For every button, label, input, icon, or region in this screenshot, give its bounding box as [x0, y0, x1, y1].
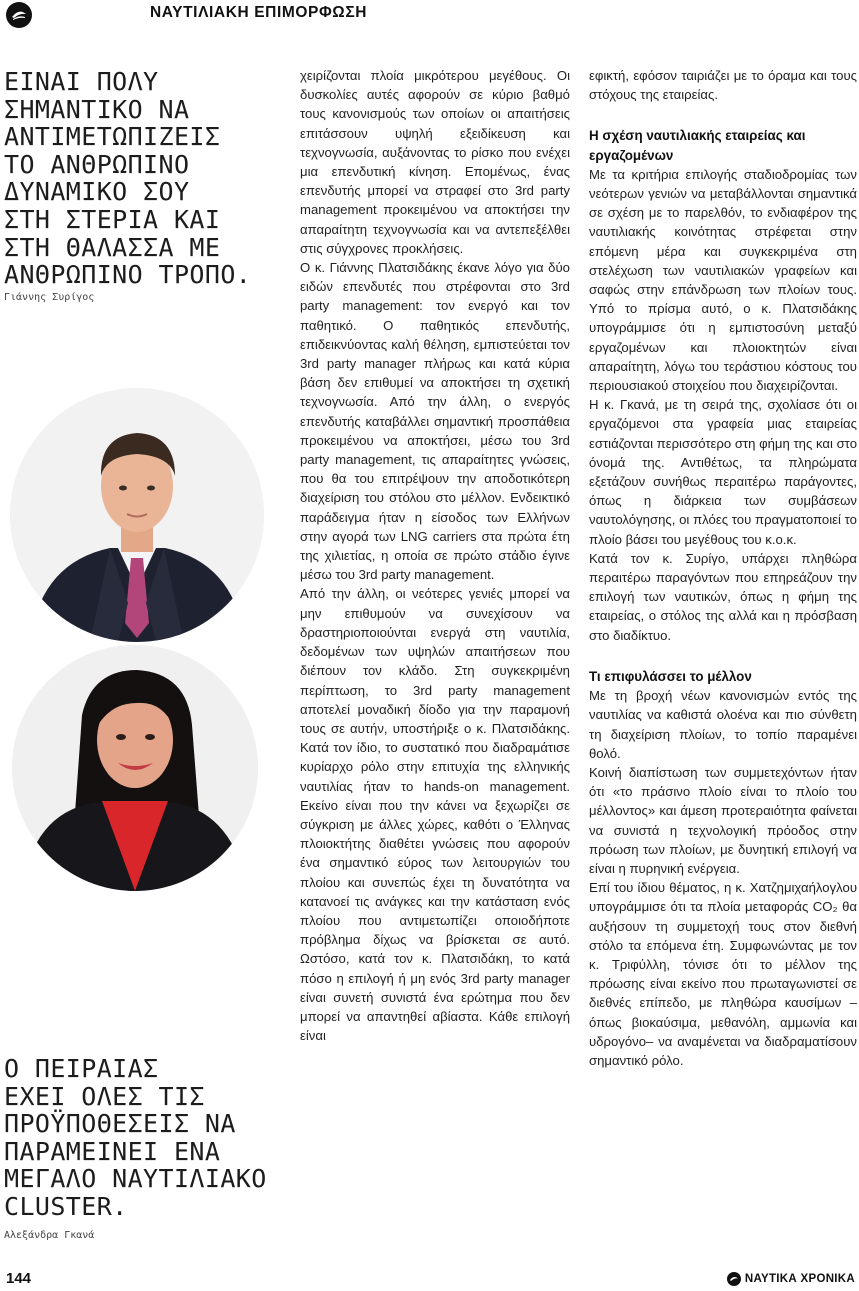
publication-name: ΝΑΥΤΙΚΑ ΧΡΟΝΙΚΑ — [744, 1273, 855, 1285]
quote-line: ΕΧΕΙ ΟΛΕΣ ΤΙΣ — [4, 1081, 205, 1111]
quote-2-author: Αλεξάνδρα Γκανά — [4, 1230, 95, 1241]
body-paragraph: εφικτή, εφόσον ταιριάζει με το όραμα και τους στόχους της εταιρείας. — [589, 68, 857, 103]
publication-logo-icon — [727, 1272, 741, 1286]
quote-line: ΔΥΝΑΜΙΚΟ ΣΟΥ — [4, 177, 190, 207]
page-number: 144 — [6, 1270, 32, 1287]
quote-line: ΤΟ ΑΝΘΡΩΠΙΝΟ — [4, 149, 190, 179]
quote-line: CLUSTER. — [4, 1191, 128, 1221]
portrait-man — [10, 388, 264, 642]
quote-line: ΣΤΗ ΣΤΕΡΙΑ ΚΑΙ — [4, 204, 221, 234]
magazine-logo-icon — [6, 2, 32, 28]
quote-line: Ο ΠΕΙΡΑΙΑΣ — [4, 1054, 159, 1083]
body-paragraph: Με τη βροχή νέων κανονισμών εντός της ναυτιλίας να καθιστά ολοένα και πιο σύνθετη τη διαχείριση πλοίων, το τοπίο παραμένει θολό. — [589, 688, 857, 761]
article-column-right — [589, 66, 857, 1070]
article-column-middle — [300, 66, 570, 1045]
body-paragraph: Κοινή διαπίστωση των συμμετεχόντων ήταν ότι «το πράσινο πλοίο είναι το πλοίο του μέλλοντος» και άμεση προτεραιότητα φαίνεται να συνιστά η τεχνολογική πρόοδος στην πρόωση των πλοίων, με δυνητική επιλογή να είναι η πυρηνική ενέργεια. — [589, 764, 857, 876]
pull-quote-2 — [4, 1055, 267, 1221]
quote-line: ΠΡΟΫΠΟΘΕΣΕΙΣ ΝΑ — [4, 1109, 236, 1139]
quote-line: ΠΑΡΑΜΕΙΝΕΙ ΕΝΑ — [4, 1136, 221, 1166]
pull-quote-1 — [4, 68, 251, 289]
quote-line: ΣΤΗ ΘΑΛΑΣΣΑ ΜΕ — [4, 232, 221, 262]
publication-logo — [727, 1272, 855, 1286]
quote-line: ΣΗΜΑΝΤΙΚΟ ΝΑ — [4, 94, 190, 124]
quote-line: ΜΕΓΑΛΟ ΝΑΥΤΙΛΙΑΚΟ — [4, 1164, 267, 1194]
quote-1-author: Γιάννης Συρίγος — [4, 292, 95, 303]
quote-line: ΑΝΘΡΩΠΙΝΟ ΤΡΟΠΟ. — [4, 260, 252, 290]
subheading-employees: Η σχέση ναυτιλιακής εταιρείας και εργαζομένων — [589, 128, 806, 163]
section-title: ΝΑΥΤΙΛΙΑΚΗ ΕΠΙΜΟΡΦΩΣΗ — [150, 4, 368, 21]
body-paragraph: Από την άλλη, οι νεότερες γενιές μπορεί να μην επιθυμούν να συνεχίσουν να δραστηριοποιούνται ενεργά στη ναυτιλία, δεδομένων των υψηλών απαιτήσεων που διέπουν τον κλάδο. Στη συγκεκριμένη περίπτωση, το 3rd party management αποτελεί μοναδική δίοδο για την παραμονή τους σε αυτήν, υποστήριξε ο κ. Πλατσιδάκης. Κατά τον ίδιο, το συστατικό που διαδραμάτισε κυρίαρχο ρόλο στην επιτυχία της ελληνικής ναυτιλίας ήταν το hands-on management. Εκείνο είναι που την κάνει να ξεχωρίζει σε σύγκριση με άλλες χώρες, καθότι ο Έλληνας πλοιοκτήτης διαθέτει γνώσεις που αφορούν ένα σημαντικό εύρος των λειτουργιών του πλοίου και συνεπώς έχει τη δυνατότητα να κατανοεί τις ανάγκες και την κατάσταση ενός πλοίου που αντιμετωπίζει οποιοδήποτε πρόβλημα δίχως να βρίσκεται σε αυτό. Ωστόσο, κατά τον κ. Πλατσιδάκη, το κατά πόσο η επιλογή ή μη ενός 3rd party manager είναι συνετή συνιστά ένα ερώτημα που δεν μπορεί να απαντηθεί αβίαστα. Κάθε επιλογή είναι — [300, 586, 570, 1044]
body-paragraph: χειρίζονται πλοία μικρότερου μεγέθους. Οι δυσκολίες αυτές αφορούν σε κύριο βαθμό τους κανονισμούς των οποίων οι απαιτήσεις επιτάσσουν υψηλή εξειδίκευση και τεχνογνωσία, αυξάνοντας το ρίσκο που ενέχει μια επενδυτική κίνηση. Επομένως, ένας επενδυτής μπορεί να στραφεί στο 3rd party management προκειμένου να αποκτήσει την απαραίτητη τεχνογνωσία και να αντεπεξέλθει στις σύγχρονες προκλήσεις. — [300, 68, 570, 256]
body-paragraph: Ο κ. Γιάννης Πλατσιδάκης έκανε λόγο για δύο ειδών επενδυτές που στρέφονται στο 3rd party management: τον ενεργό και τον παθητικό. Ο παθητικός επενδυτής, επιδεικνύοντας καλή θέληση, εμπιστεύεται τον 3rd party manager πλήρως και κατά κύρια βάση δεν επιθυμεί να αποκτήσει τη σχετική τεχνογνωσία. Από την άλλη, ο ενεργός επενδυτής καταβάλλει σημαντική προσπάθεια προκειμένου να αποκτήσει, μέσω του 3rd party management, τις απαραίτητες γνώσεις, που θα του επιτρέψουν την αποδοτικότερη διαχείριση του στόλου στο μέλλον. Ενδεικτικό παράδειγμα ήταν η είσοδος των Ελλήνων στην αγορά των LNG carriers στα πρώτα έτη της χιλιετίας, η οποία σε πρώτο στάδιο έγινε μέσω του 3rd party management. — [300, 260, 570, 583]
body-paragraph: Με τα κριτήρια επιλογής σταδιοδρομίας των νεότερων γενιών να μεταβάλλονται σημαντικά σε σχέση με το παρελθόν, το ενδιαφέρον της ναυτιλιακής κοινότητας στρέφεται στην επόμενη μέρα και συγκεκριμένα στη στελέχωση των ναυτιλιακών γραφείων και σαφώς στην επάνδρωση των πλοίων τους. Υπό το πρίσμα αυτό, ο κ. Πλατσιδάκης υπογράμμισε ότι η εμπιστοσύνη μεταξύ εργαζομένων και πλοιοκτητών είναι απαραίτητη, λόγω του τεράστιου κόστους του περιουσιακού στοιχείου που διαχειρίζονται. — [589, 166, 857, 394]
quote-line: ΑΝΤΙΜΕΤΩΠΙΖΕΙΣ — [4, 122, 221, 152]
body-paragraph: Η κ. Γκανά, με τη σειρά της, σχολίασε ότι οι εργαζόμενοι στα γραφεία μιας εταιρείας εστιάζονται περισσότερο στη φήμη της και στο όνομά της. Αντιθέτως, τα πληρώματα εξετάζουν συνήθως περαιτέρω παράγοντες, όπως η διάρκεια των συμβάσεων ναυτολόγησης, οι πλόες του πραγματοποιεί το πλοίο βάσει του μεγέθους του κ.ο.κ. — [589, 397, 857, 547]
quote-line: ΕΙΝΑΙ ΠΟΛΥ — [4, 67, 159, 96]
portrait-woman — [12, 645, 258, 891]
subheading-future: Τι επιφυλάσσει το μέλλον — [589, 668, 752, 684]
body-paragraph: Επί του ίδιου θέματος, η κ. Χατζημιχαήλογλου υπογράμμισε ότι τα πλοία μεταφοράς CO₂ θα αυξήσουν τη συμμετοχή τους στον διεθνή στόλο τα επόμενα έτη. Συμφωνώντας με τον κ. Τριφύλλη, τόνισε ότι το μέλλον της πρόωσης είναι εκείνο που πρωταγωνιστεί σε διεθνές επίπεδο, με πληθώρα καυσίμων –όπως βιοκαύσιμα, μεθανόλη, αμμωνία και υδρογόνο– να αναμένεται να διαδραματίσουν σημαντικό ρόλο. — [589, 880, 857, 1068]
body-paragraph: Κατά τον κ. Συρίγο, υπάρχει πληθώρα περαιτέρω παραγόντων που επηρεάζουν την επιλογή των ναυτικών, όπως η φήμη της εταιρείας, ο στόλος της αλλά και η πρόσβαση στο διαδίκτυο. — [589, 550, 857, 643]
